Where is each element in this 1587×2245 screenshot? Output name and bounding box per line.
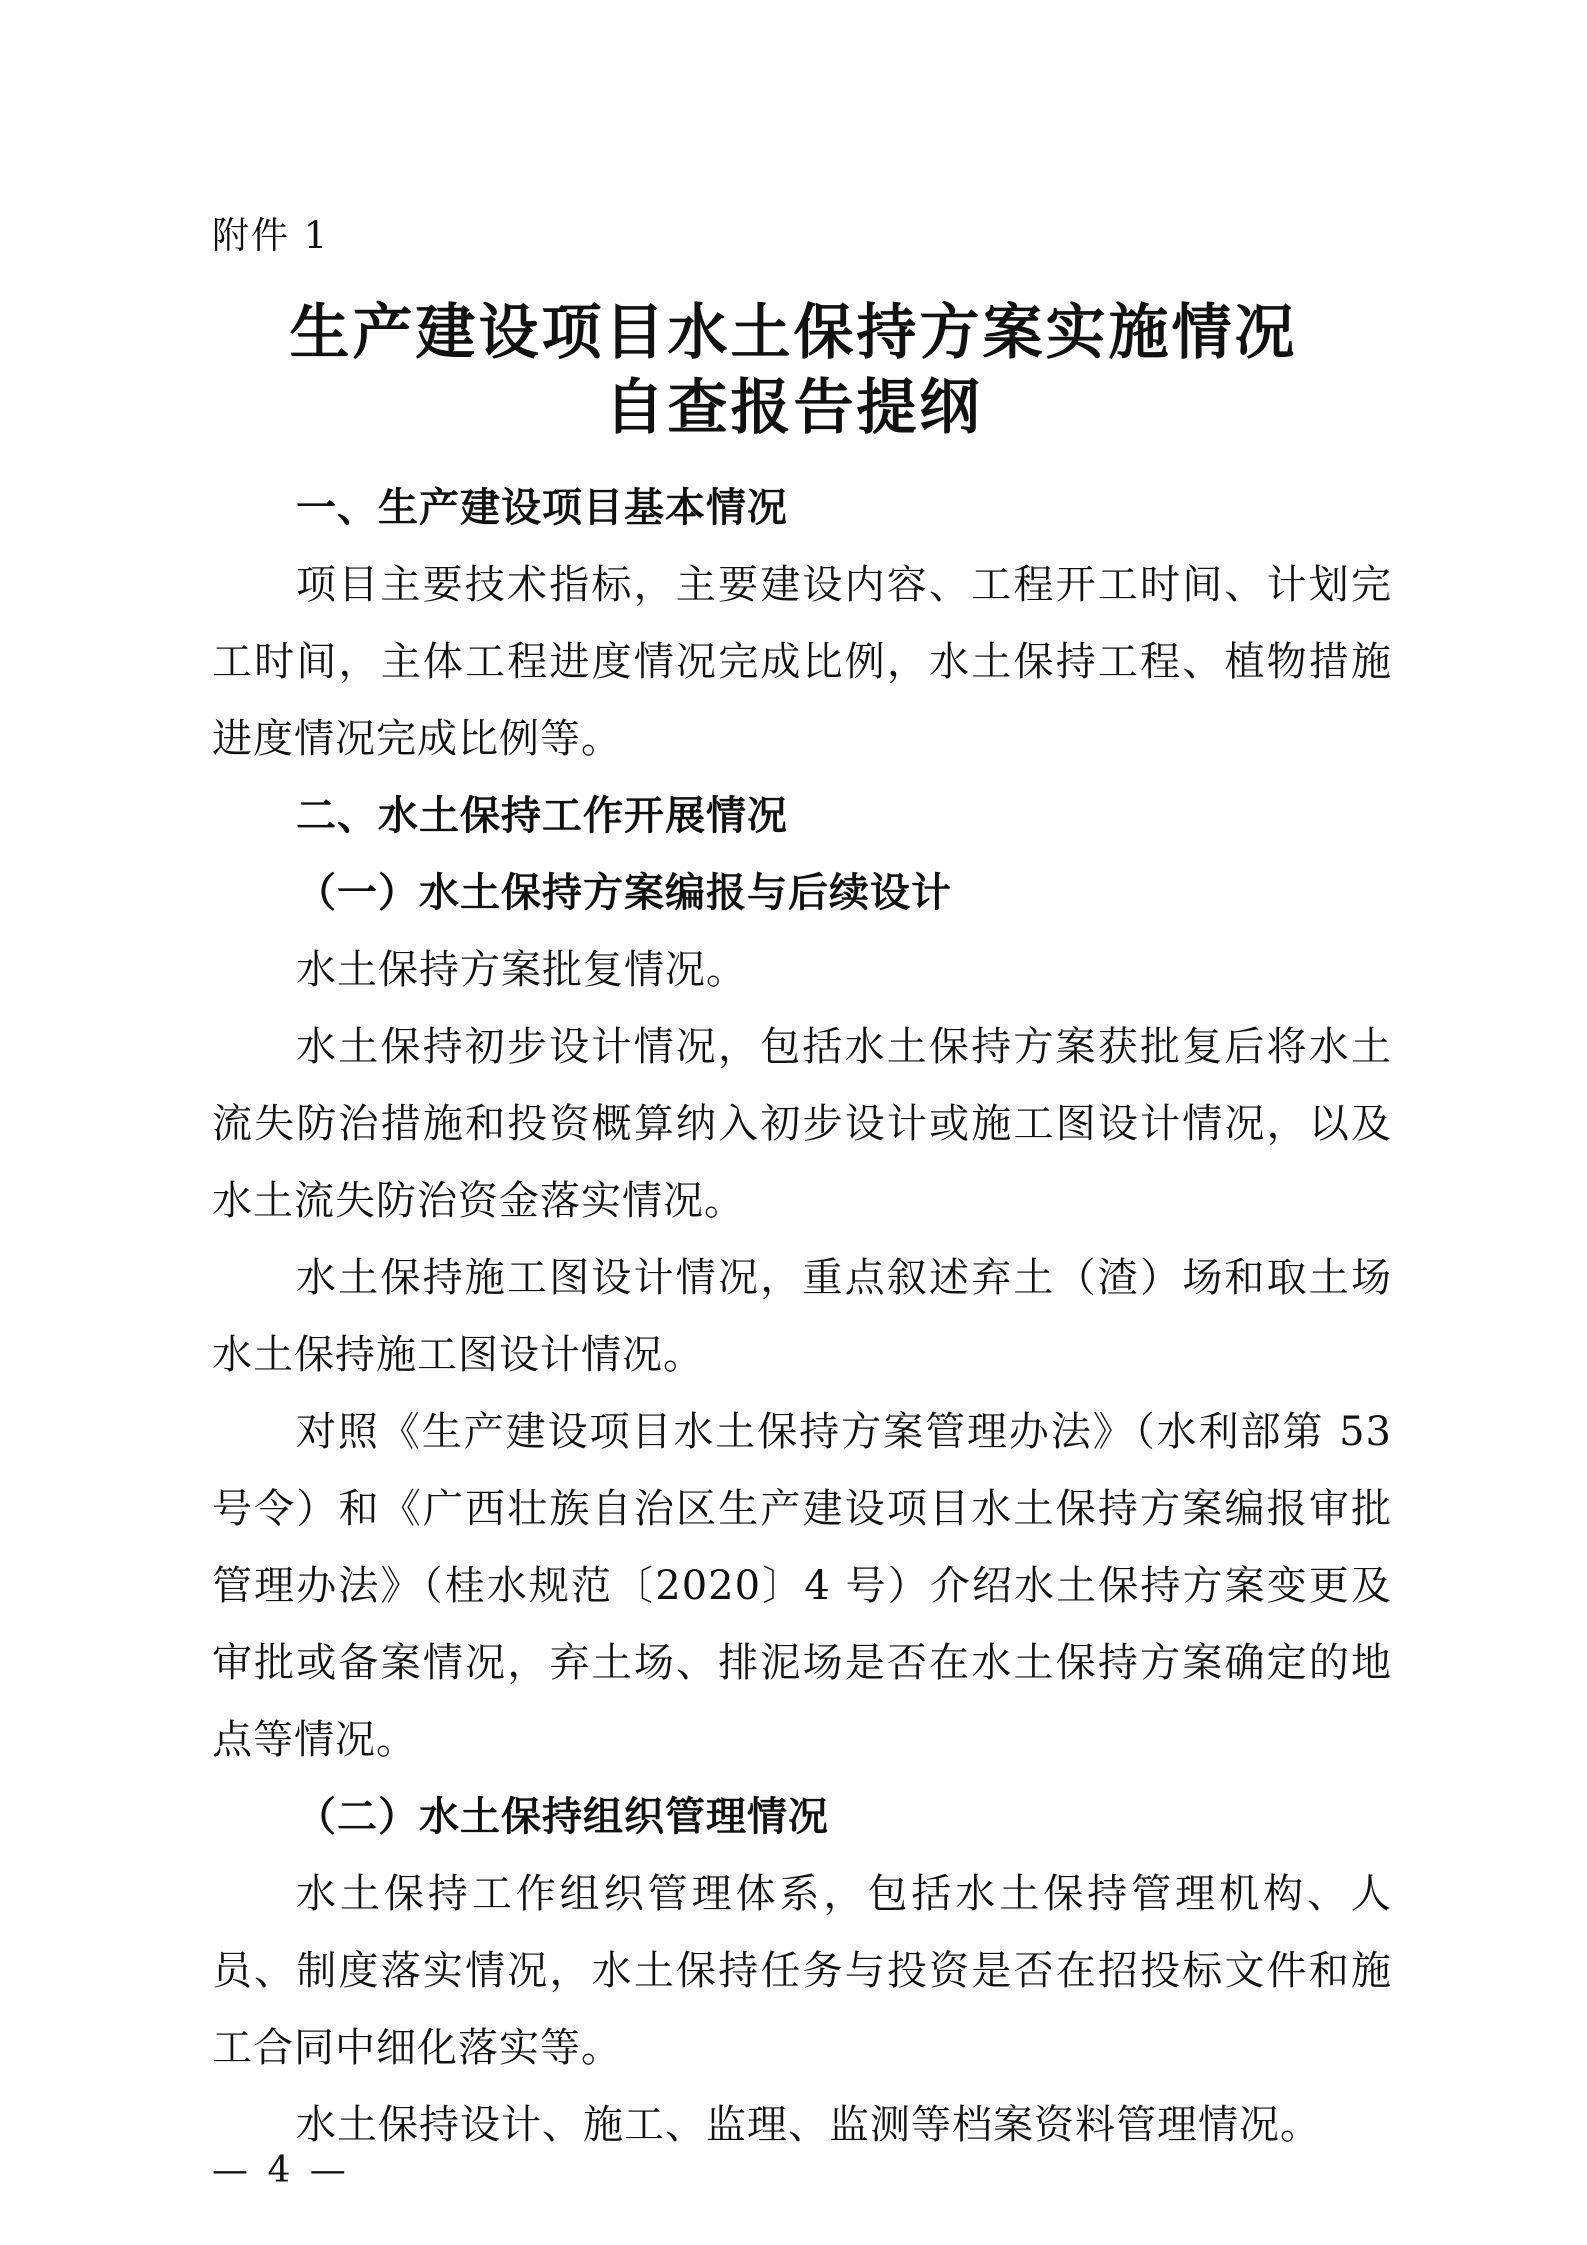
paragraph: 水土保持工作组织管理体系，包括水土保持管理机构、人员、制度落实情况，水土保持任务与投资是否在招投标文件和施工合同中细化落实等。 (212, 1871, 1392, 2071)
document-title-line1: 生产建设项目水土保持方案实施情况 (289, 298, 1298, 368)
paragraph: 对照《生产建设项目水土保持方案管理办法》（水利部第 53 号令）和《广西壮族自治区生产建设项目水土保持方案编报审批管理办法》（桂水规范〔2020〕4 号）介绍水土保持方案变更及审批或备案情况，弃土场、排泥场是否在水土保持方案确定的地点等情况。 (212, 1409, 1392, 1763)
paragraph: 水土保持方案批复情况。 (296, 947, 747, 993)
paragraph: 水土保持施工图设计情况，重点叙述弃土（渣）场和取土场水土保持施工图设计情况。 (212, 1255, 1392, 1378)
paragraph: 水土保持设计、施工、监理、监测等档案资料管理情况。 (296, 2102, 1321, 2148)
attachment-label: 附件 1 (212, 214, 330, 257)
section-heading-2: 二、水土保持工作开展情况 (296, 793, 788, 839)
section-heading-1: 一、生产建设项目基本情况 (296, 485, 788, 531)
paragraph: 项目主要技术指标，主要建设内容、工程开工时间、计划完工时间，主体工程进度情况完成比例，水土保持工程、植物措施进度情况完成比例等。 (212, 562, 1392, 762)
document-title-line2: 自查报告提纲 (604, 373, 983, 443)
subsection-heading-1: （一）水土保持方案编报与后续设计 (296, 870, 952, 916)
paragraph: 水土保持初步设计情况，包括水土保持方案获批复后将水土流失防治措施和投资概算纳入初步设计或施工图设计情况，以及水土流失防治资金落实情况。 (212, 1024, 1392, 1224)
subsection-heading-2: （二）水土保持组织管理情况 (296, 1794, 829, 1840)
page-number: — 4 — (212, 2150, 350, 2191)
document-body (212, 470, 1392, 2164)
